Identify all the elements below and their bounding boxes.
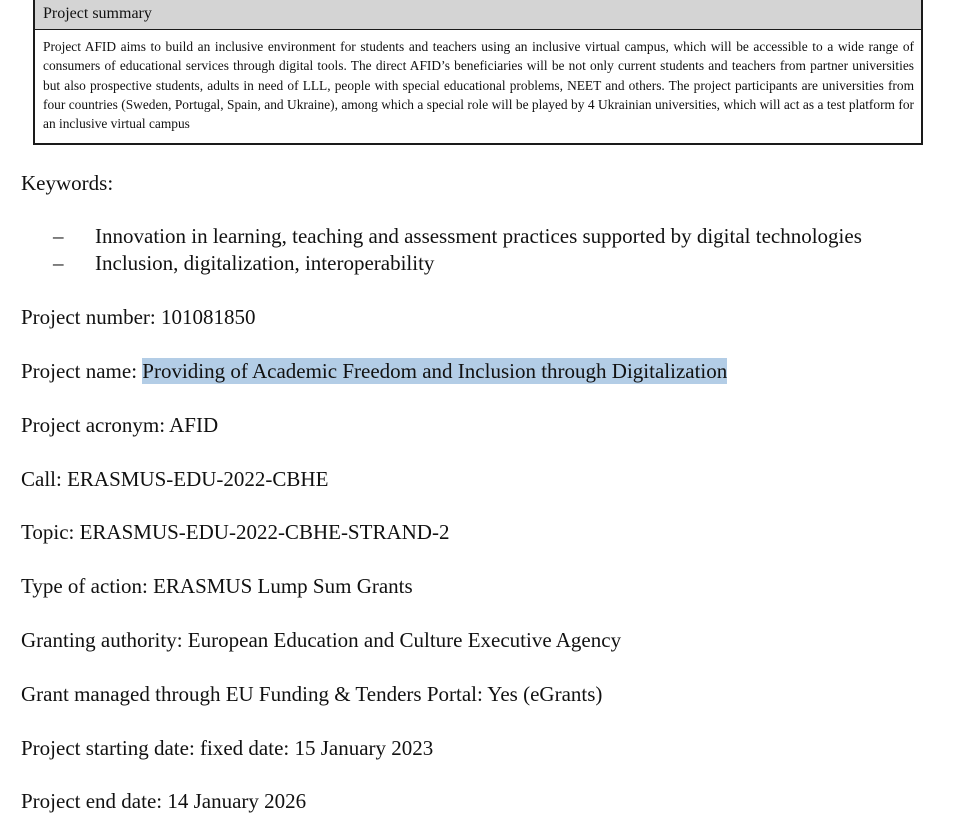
project-number: Project number: 101081850 <box>21 305 256 329</box>
grant-portal: Grant managed through EU Funding & Tenders Portal: Yes (eGrants) <box>21 682 603 706</box>
project-name-label: Project name: <box>21 359 143 383</box>
keywords-label: Keywords: <box>21 171 114 195</box>
project-summary-box <box>33 0 923 145</box>
project-name <box>21 357 727 385</box>
list-dash: – <box>53 224 64 248</box>
keyword-item <box>53 250 958 277</box>
call: Call: ERASMUS-EDU-2022-CBHE <box>21 467 329 491</box>
topic: Topic: ERASMUS-EDU-2022-CBHE-STRAND-2 <box>21 520 450 544</box>
summary-text: Project AFID aims to build an inclusive environment for students and teachers using an inclusive virtual campus, which will be accessible to a wide range of consumers of educational services through digital tools. The direct AFID’s beneficiaries will be not only current students and teachers from partner universities but also prospective students, adults in need of LLL, people with special educational problems, NEET and others. The project participants are universities from four countries (Sweden, Portugal, Spain, and Ukraine), among which a special role will be played by 4 Ukrainian universities, which will act as a test platform for an inclusive virtual campus <box>43 39 914 132</box>
type-of-action: Type of action: ERASMUS Lump Sum Grants <box>21 574 413 598</box>
summary-heading: Project summary <box>35 0 921 30</box>
end-date: Project end date: 14 January 2026 <box>21 789 307 813</box>
keyword-text: Innovation in learning, teaching and assessment practices supported by digital technologies <box>95 224 862 248</box>
project-name-value[interactable]: Providing of Academic Freedom and Inclusion through Digitalization <box>142 359 728 383</box>
start-date: Project starting date: fixed date: 15 January 2023 <box>21 736 434 760</box>
granting-authority: Granting authority: European Education and Culture Executive Agency <box>21 628 622 652</box>
keywords-list <box>53 223 958 277</box>
list-dash: – <box>53 251 64 275</box>
keyword-item <box>53 223 958 250</box>
project-acronym: Project acronym: AFID <box>21 413 219 437</box>
keyword-text: Inclusion, digitalization, interoperability <box>95 251 435 275</box>
